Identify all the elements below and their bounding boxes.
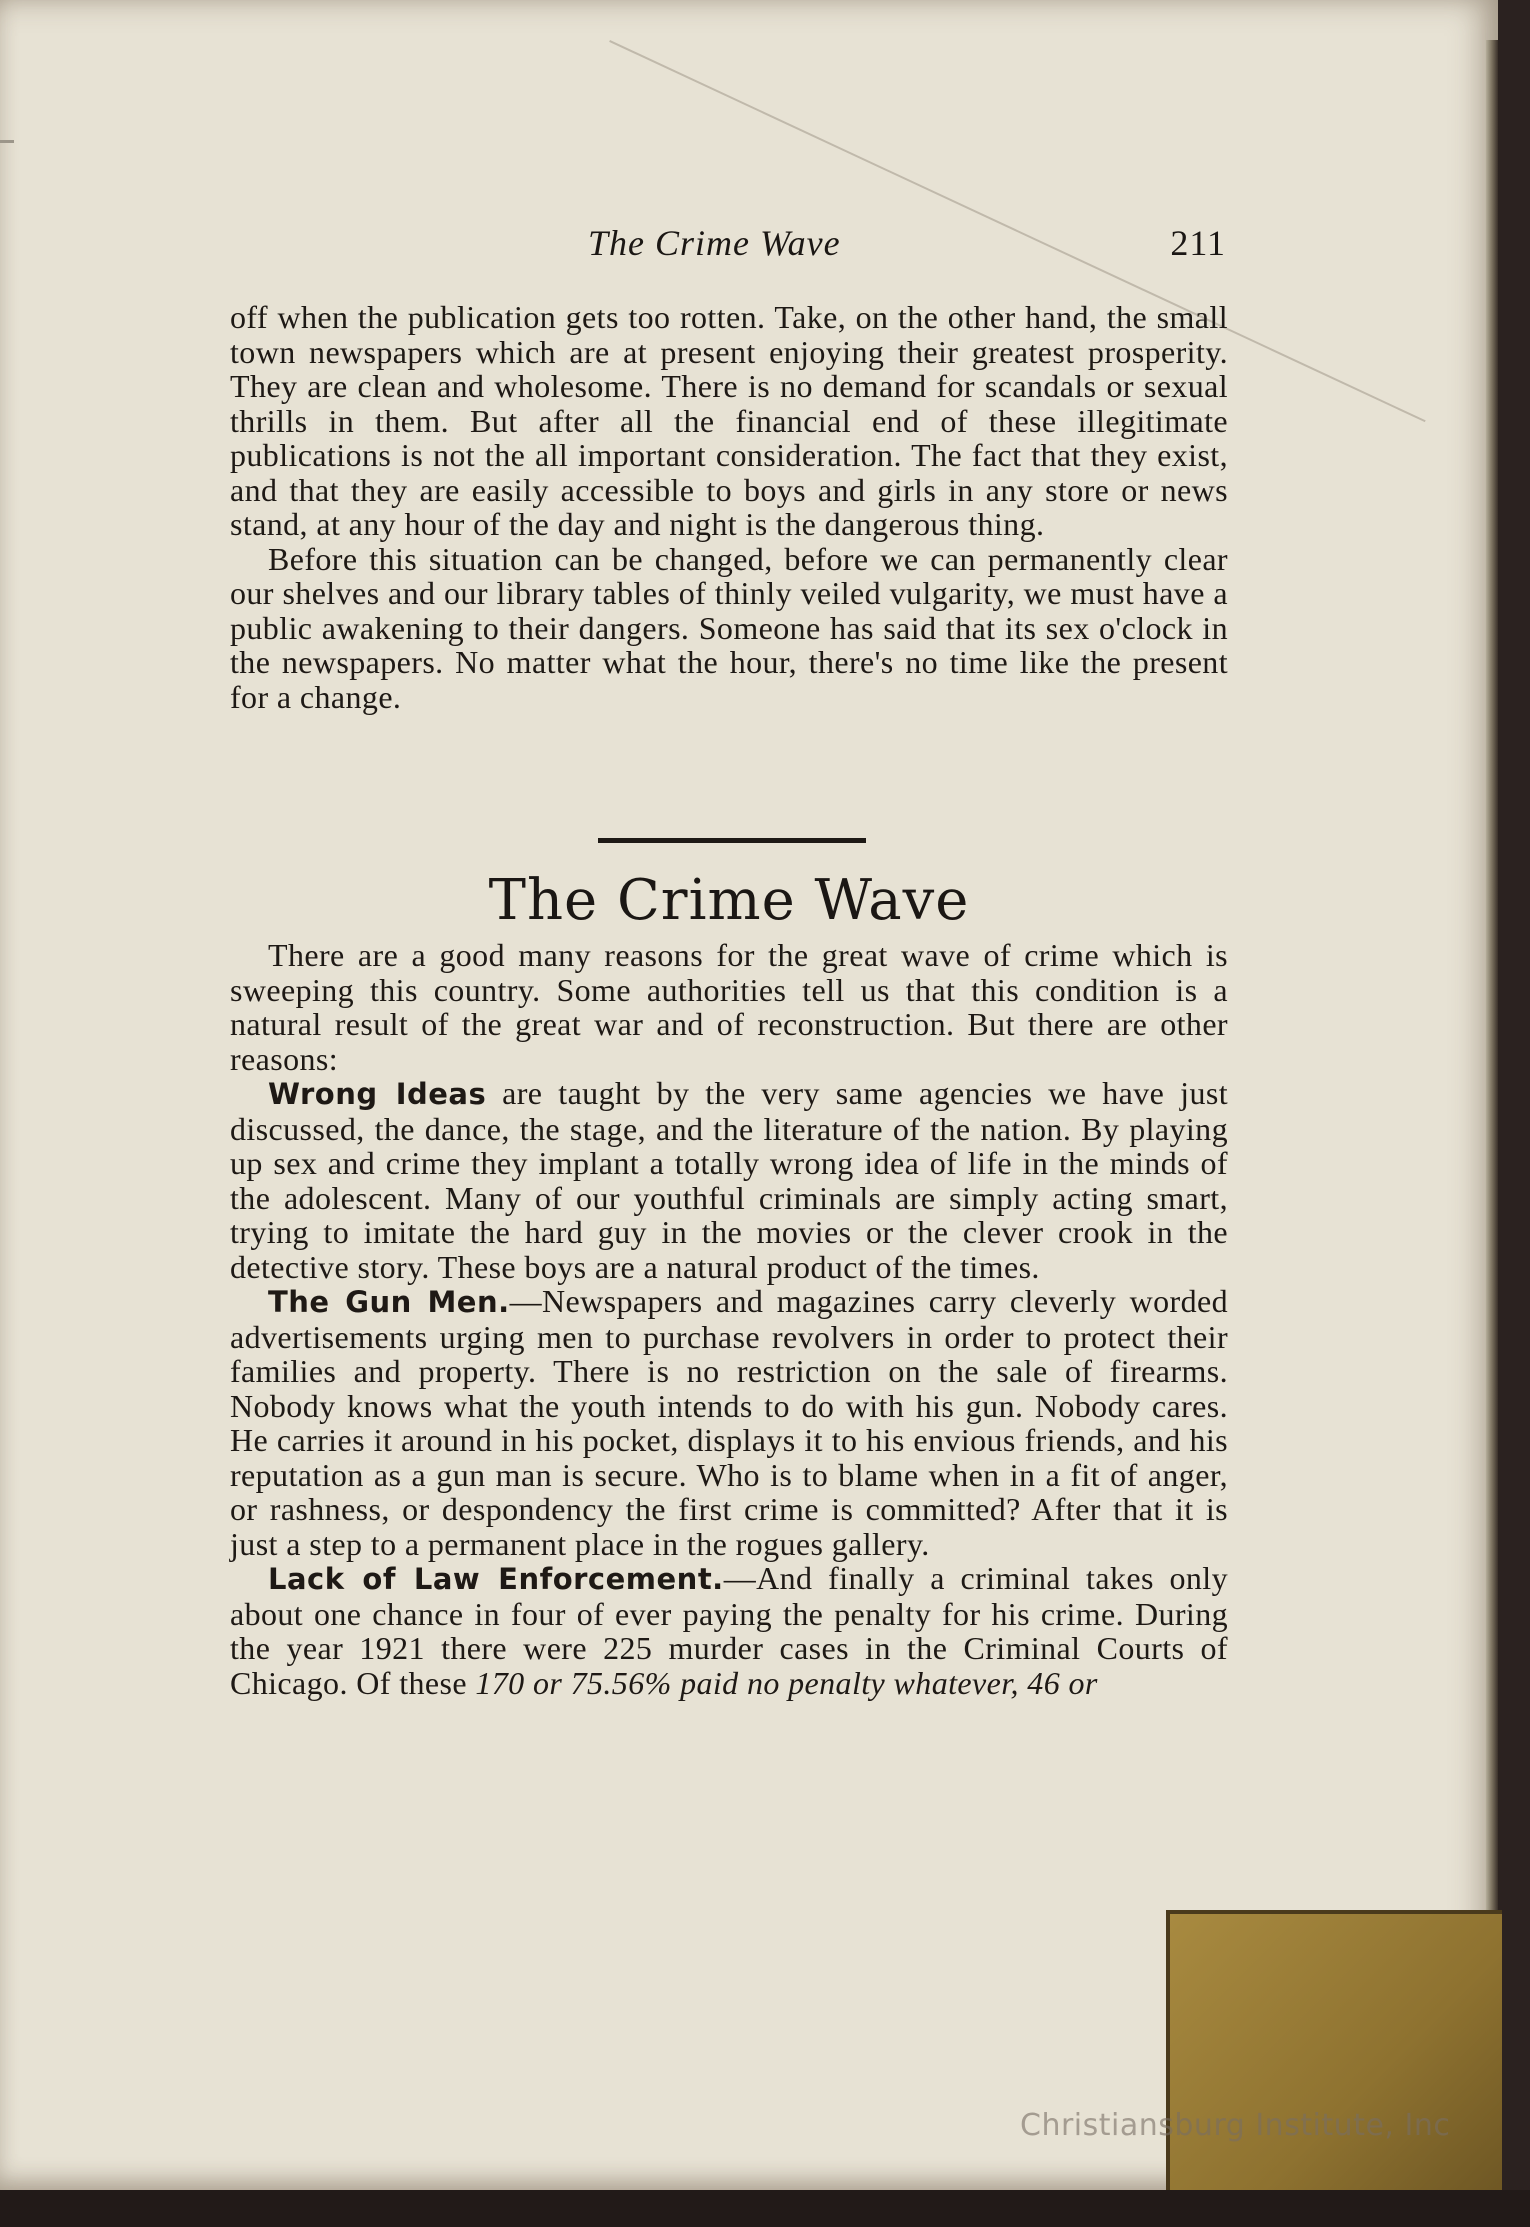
paragraph-law-enforcement xyxy=(230,1561,1228,1700)
wrong-ideas-text: are taught by the very same agencies we have just discussed, the dance, the stage, and the literature of the nation. By playing up sex and crime they implant a totally wrong idea of life in the minds of the adolescent. Many of our youthful criminals are simply acting smart, trying to imitate the hard guy in the movies or the clever crook in the detective story. These boys are a natural product of the times. xyxy=(230,1075,1228,1285)
paragraph-intro: There are a good many reasons for the great wave of crime which is sweeping this country. Some authorities tell us that this condition is a natural result of the great war and of reconstruction. But there are other reasons: xyxy=(230,937,1228,1077)
running-head xyxy=(232,222,1226,272)
margin-mark xyxy=(0,140,14,143)
law-enforcement-italic-text: 170 or 75.56% paid no penalty whatever, 46 or xyxy=(475,1664,1098,1701)
page-number: 211 xyxy=(1170,223,1226,263)
section-heading: The Crime Wave xyxy=(488,868,970,933)
gun-men-text: —Newspapers and magazines carry cleverly worded advertisements urging men to purchase revolvers in order to protect their families and property. There is no restriction on the sale of firearms. Nobody knows what the youth intends to do with his gun. Nobody cares. He carries it around in his pocket, displays it to his envious friends, and his reputation as a gun man is secure. Who is to blame when in a fit of anger, or rashness, or despondency the first crime is committed? After that it is just a step to a permanent place in the rogues gallery. xyxy=(230,1283,1228,1562)
run-in-heading-law-enforcement: Lack of Law Enforcement. xyxy=(268,1562,724,1596)
run-in-heading-wrong-ideas: Wrong Ideas xyxy=(268,1077,487,1111)
section-divider-rule xyxy=(598,838,866,843)
paragraph-before-situation: Before this situation can be changed, before we can permanently clear our shelves and our library tables of thinly veiled vulgarity, we must have a public awakening to their dangers. Someone has said that its sex o'clock in the newspapers. No matter what the hour, there's no time like the present for a change. xyxy=(230,540,1228,715)
running-head-title: The Crime Wave xyxy=(588,223,841,263)
section-body xyxy=(230,938,1228,1700)
page-edge xyxy=(1486,40,1498,2180)
bookmark-tab xyxy=(1166,1910,1502,2194)
paragraph-wrong-ideas xyxy=(230,1076,1228,1284)
bottom-shadow xyxy=(0,2190,1530,2227)
paragraph-continued: off when the publication gets too rotten. Take, on the other hand, the small town newspapers which are at present enjoying their greatest prosperity. They are clean and wholesome. There is no demand for scandals or sexual thrills in them. But after all the financial end of these illegitimate publications is not the all important consideration. The fact that they exist, and that they are easily accessible to boys and girls in any store or news stand, at any hour of the day and night is the dangerous thing. xyxy=(230,299,1228,542)
paragraph-gun-men xyxy=(230,1284,1228,1561)
watermark: Christiansburg Institute, Inc xyxy=(1020,2108,1451,2143)
continued-text xyxy=(230,300,1228,714)
law-enforcement-text: —And finally a criminal takes only about one chance in four of ever paying the penalty for his crime. During the year 1921 there were 225 murder cases in the Criminal Courts of Chicago. Of these xyxy=(230,1560,1229,1701)
run-in-heading-gun-men: The Gun Men. xyxy=(268,1285,510,1319)
